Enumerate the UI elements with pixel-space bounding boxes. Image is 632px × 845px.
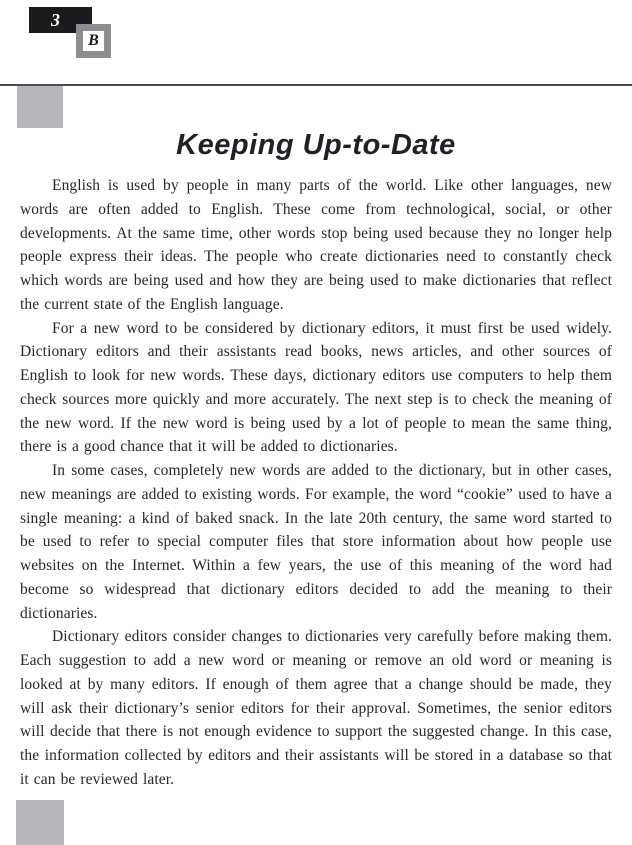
passage-paragraph-3: In some cases, completely new words are added to the dictionary, but in other cases, new meanings are added to existing words. For example, the word “cookie” used to have a single meaning: a kind of baked snack. In the late 20th century, the same word started to be used to refer to special computer files that store information about how people use websites on the Internet. Within a few years, the use of this meaning of the word had become so widespread that dictionary editors decided to add the meaning to their dictionaries. [20, 462, 612, 622]
decorative-square-top [17, 86, 63, 128]
passage-body [20, 174, 612, 792]
passage-title: Keeping Up-to-Date [176, 129, 456, 161]
passage-area [20, 127, 612, 792]
section-letter-label: B [88, 32, 99, 49]
unit-number-label: 3 [51, 9, 60, 30]
decorative-square-bottom [16, 800, 64, 845]
passage-paragraph-2: For a new word to be considered by dictionary editors, it must first be used widely. Dictionary editors and their assistants read books, news articles, and other sources of English to look for new words. These days, dictionary editors use computers to help them check sources more quickly and more accurately. The next step is to check the meaning of the new word. If the new word is being used by a lot of people to mean the same thing, there is a good chance that it will be added to dictionaries. [20, 319, 612, 456]
header-divider-line [0, 84, 632, 86]
passage-paragraph-4: Dictionary editors consider changes to dictionaries very carefully before making them. Each suggestion to add a new word or meaning or remove an old word or meaning is looked at by many editors. If enough of them agree that a change should be made, they will ask their dictionary’s senior editors for their approval. Sometimes, the senior editors will decide that there is not enough evidence to support the suggested change. In this case, the information collected by editors and their assistants will be stored in a database so that it can be reviewed later. [20, 628, 612, 788]
passage-paragraph-1: English is used by people in many parts of the world. Like other languages, new words are often added to English. These come from technological, social, or other developments. At the same time, other words stop being used because they no longer help people express their ideas. The people who create dictionaries need to constantly check which words are being used and how they are being used to make dictionaries that reflect the current state of the English language. [20, 177, 612, 313]
section-badge [76, 24, 111, 58]
